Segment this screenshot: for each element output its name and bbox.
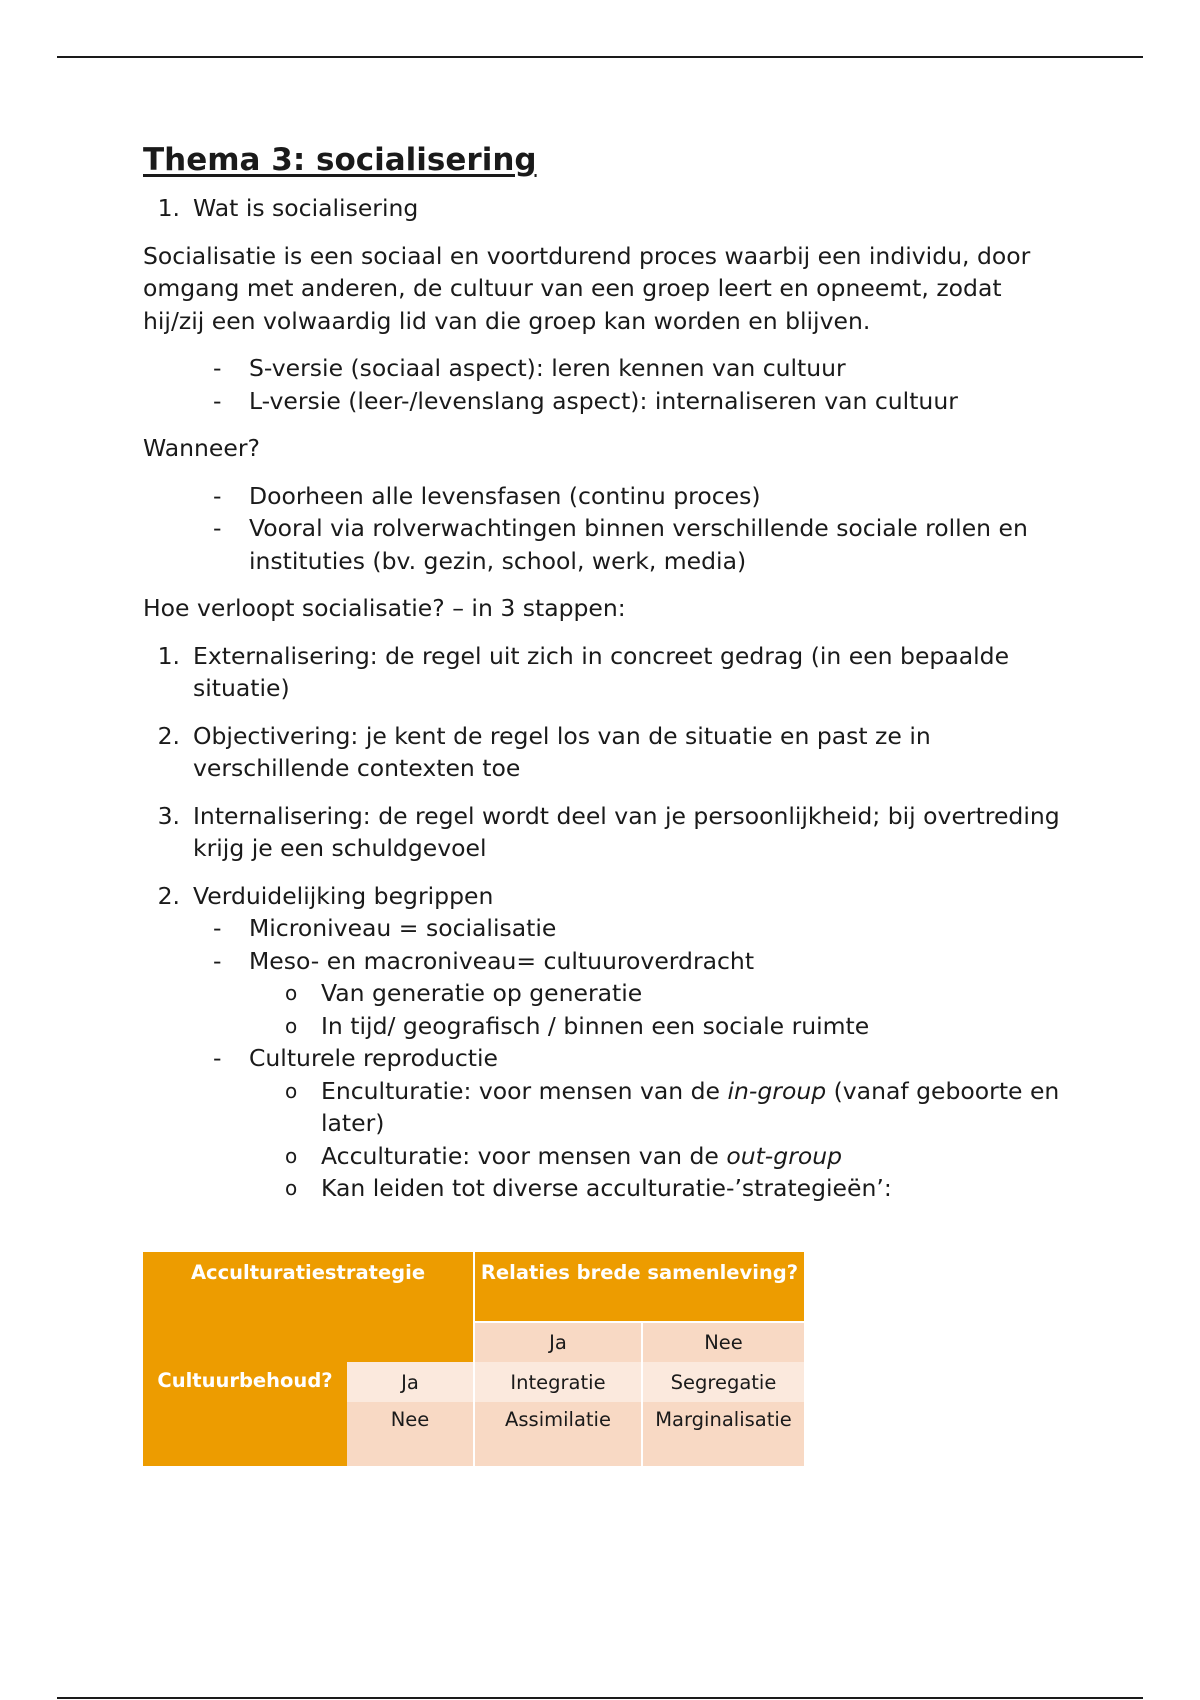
emphasis-out-group: out-group xyxy=(726,1141,843,1170)
dash-bullet: - xyxy=(213,914,222,942)
table-cell-segregatie: Segregatie xyxy=(642,1362,804,1402)
step-item: 3. Internalisering: de regel wordt deel van je persoonlijkheid; bij overtreding krijg je een schuldgevoel xyxy=(157,801,1060,862)
sub-list-item: o In tijd/ geografisch / binnen een sociale ruimte xyxy=(285,1010,1063,1043)
list-item: - Microniveau = socialisatie xyxy=(213,912,1063,945)
list-item: - Meso- en macroniveau= cultuuroverdracht xyxy=(213,945,1063,978)
sub-list-item: o Enculturatie: voor mensen van de in-group (vanaf geboorte en later) xyxy=(285,1075,1063,1140)
sub-list-item: o Acculturatie: voor mensen van de out-group xyxy=(285,1140,1063,1173)
list-item: - Vooral via rolverwachtingen binnen verschillende sociale rollen en instituties (bv. gezin, school, werk, media) xyxy=(213,512,1063,577)
steps-label: Hoe verloopt socialisatie? – in 3 stappen: xyxy=(143,594,626,622)
table-column-header: Relaties brede samenleving? xyxy=(474,1252,804,1322)
definition-paragraph: Socialisatie is een sociaal en voortdurend proces waarbij een individu, door omgang met anderen, de cultuur van een groep leert en opneemt, zodat hij/zij een volwaardig lid van die groep kan worden en blijven. xyxy=(143,241,1031,335)
table-row-nee: Nee xyxy=(347,1402,474,1466)
page-title: Thema 3: socialisering xyxy=(143,142,537,178)
when-label: Wanneer? xyxy=(143,434,260,462)
dash-bullet: - xyxy=(213,481,222,510)
section-heading-2 xyxy=(143,880,1063,913)
document-body xyxy=(143,140,1063,1205)
circle-bullet: o xyxy=(285,1143,298,1168)
section-number: 1. xyxy=(157,194,180,222)
dash-bullet: - xyxy=(213,354,222,382)
step-item: 1. Externalisering: de regel uit zich in concreet gedrag (in een bepaalde situatie) xyxy=(157,641,1010,702)
circle-bullet: o xyxy=(285,981,298,1005)
sub-list-item: o Van generatie op generatie xyxy=(285,977,1063,1010)
dash-bullet: - xyxy=(213,514,222,542)
table-cell-integratie: Integratie xyxy=(474,1362,642,1402)
table-cell-assimilatie: Assimilatie xyxy=(474,1402,642,1466)
versions-list xyxy=(143,352,1063,417)
table-row-ja: Ja xyxy=(347,1362,474,1402)
list-item: - Doorheen alle levensfasen (continu proces) xyxy=(213,480,1063,513)
section-number: 2. xyxy=(157,881,180,910)
list-item: - Culturele reproductie xyxy=(213,1042,1063,1075)
acculturation-table xyxy=(143,1252,804,1466)
list-item: - S-versie (sociaal aspect): leren kennen van cultuur xyxy=(213,352,1063,385)
table-col-nee: Nee xyxy=(642,1322,804,1362)
circle-bullet: o xyxy=(285,1176,298,1200)
section-label: Verduidelijking begrippen xyxy=(193,881,494,910)
dash-bullet: - xyxy=(213,946,222,975)
emphasis-in-group: in-group xyxy=(727,1076,827,1105)
dash-bullet: - xyxy=(213,386,222,415)
circle-bullet: o xyxy=(285,1078,298,1103)
table-corner-header: Acculturatiestrategie xyxy=(143,1252,474,1362)
sub-list-item: o Kan leiden tot diverse acculturatie-’strategieën’: xyxy=(285,1172,1063,1205)
table-row-header: Cultuurbehoud? xyxy=(143,1362,347,1466)
step-item: 2. Objectivering: je kent de regel los van de situatie en past ze in verschillende contexten toe xyxy=(157,721,931,782)
table-col-ja: Ja xyxy=(474,1322,642,1362)
section-heading-1 xyxy=(143,192,1063,225)
section-label: Wat is socialisering xyxy=(193,194,419,222)
bottom-rule xyxy=(57,1697,1143,1699)
circle-bullet: o xyxy=(285,1013,298,1038)
list-item: - L-versie (leer-/levenslang aspect): internaliseren van cultuur xyxy=(213,385,1063,418)
table-cell-marginalisatie: Marginalisatie xyxy=(642,1402,804,1466)
dash-bullet: - xyxy=(213,1044,222,1072)
top-rule xyxy=(57,56,1143,58)
when-list xyxy=(143,480,1063,578)
